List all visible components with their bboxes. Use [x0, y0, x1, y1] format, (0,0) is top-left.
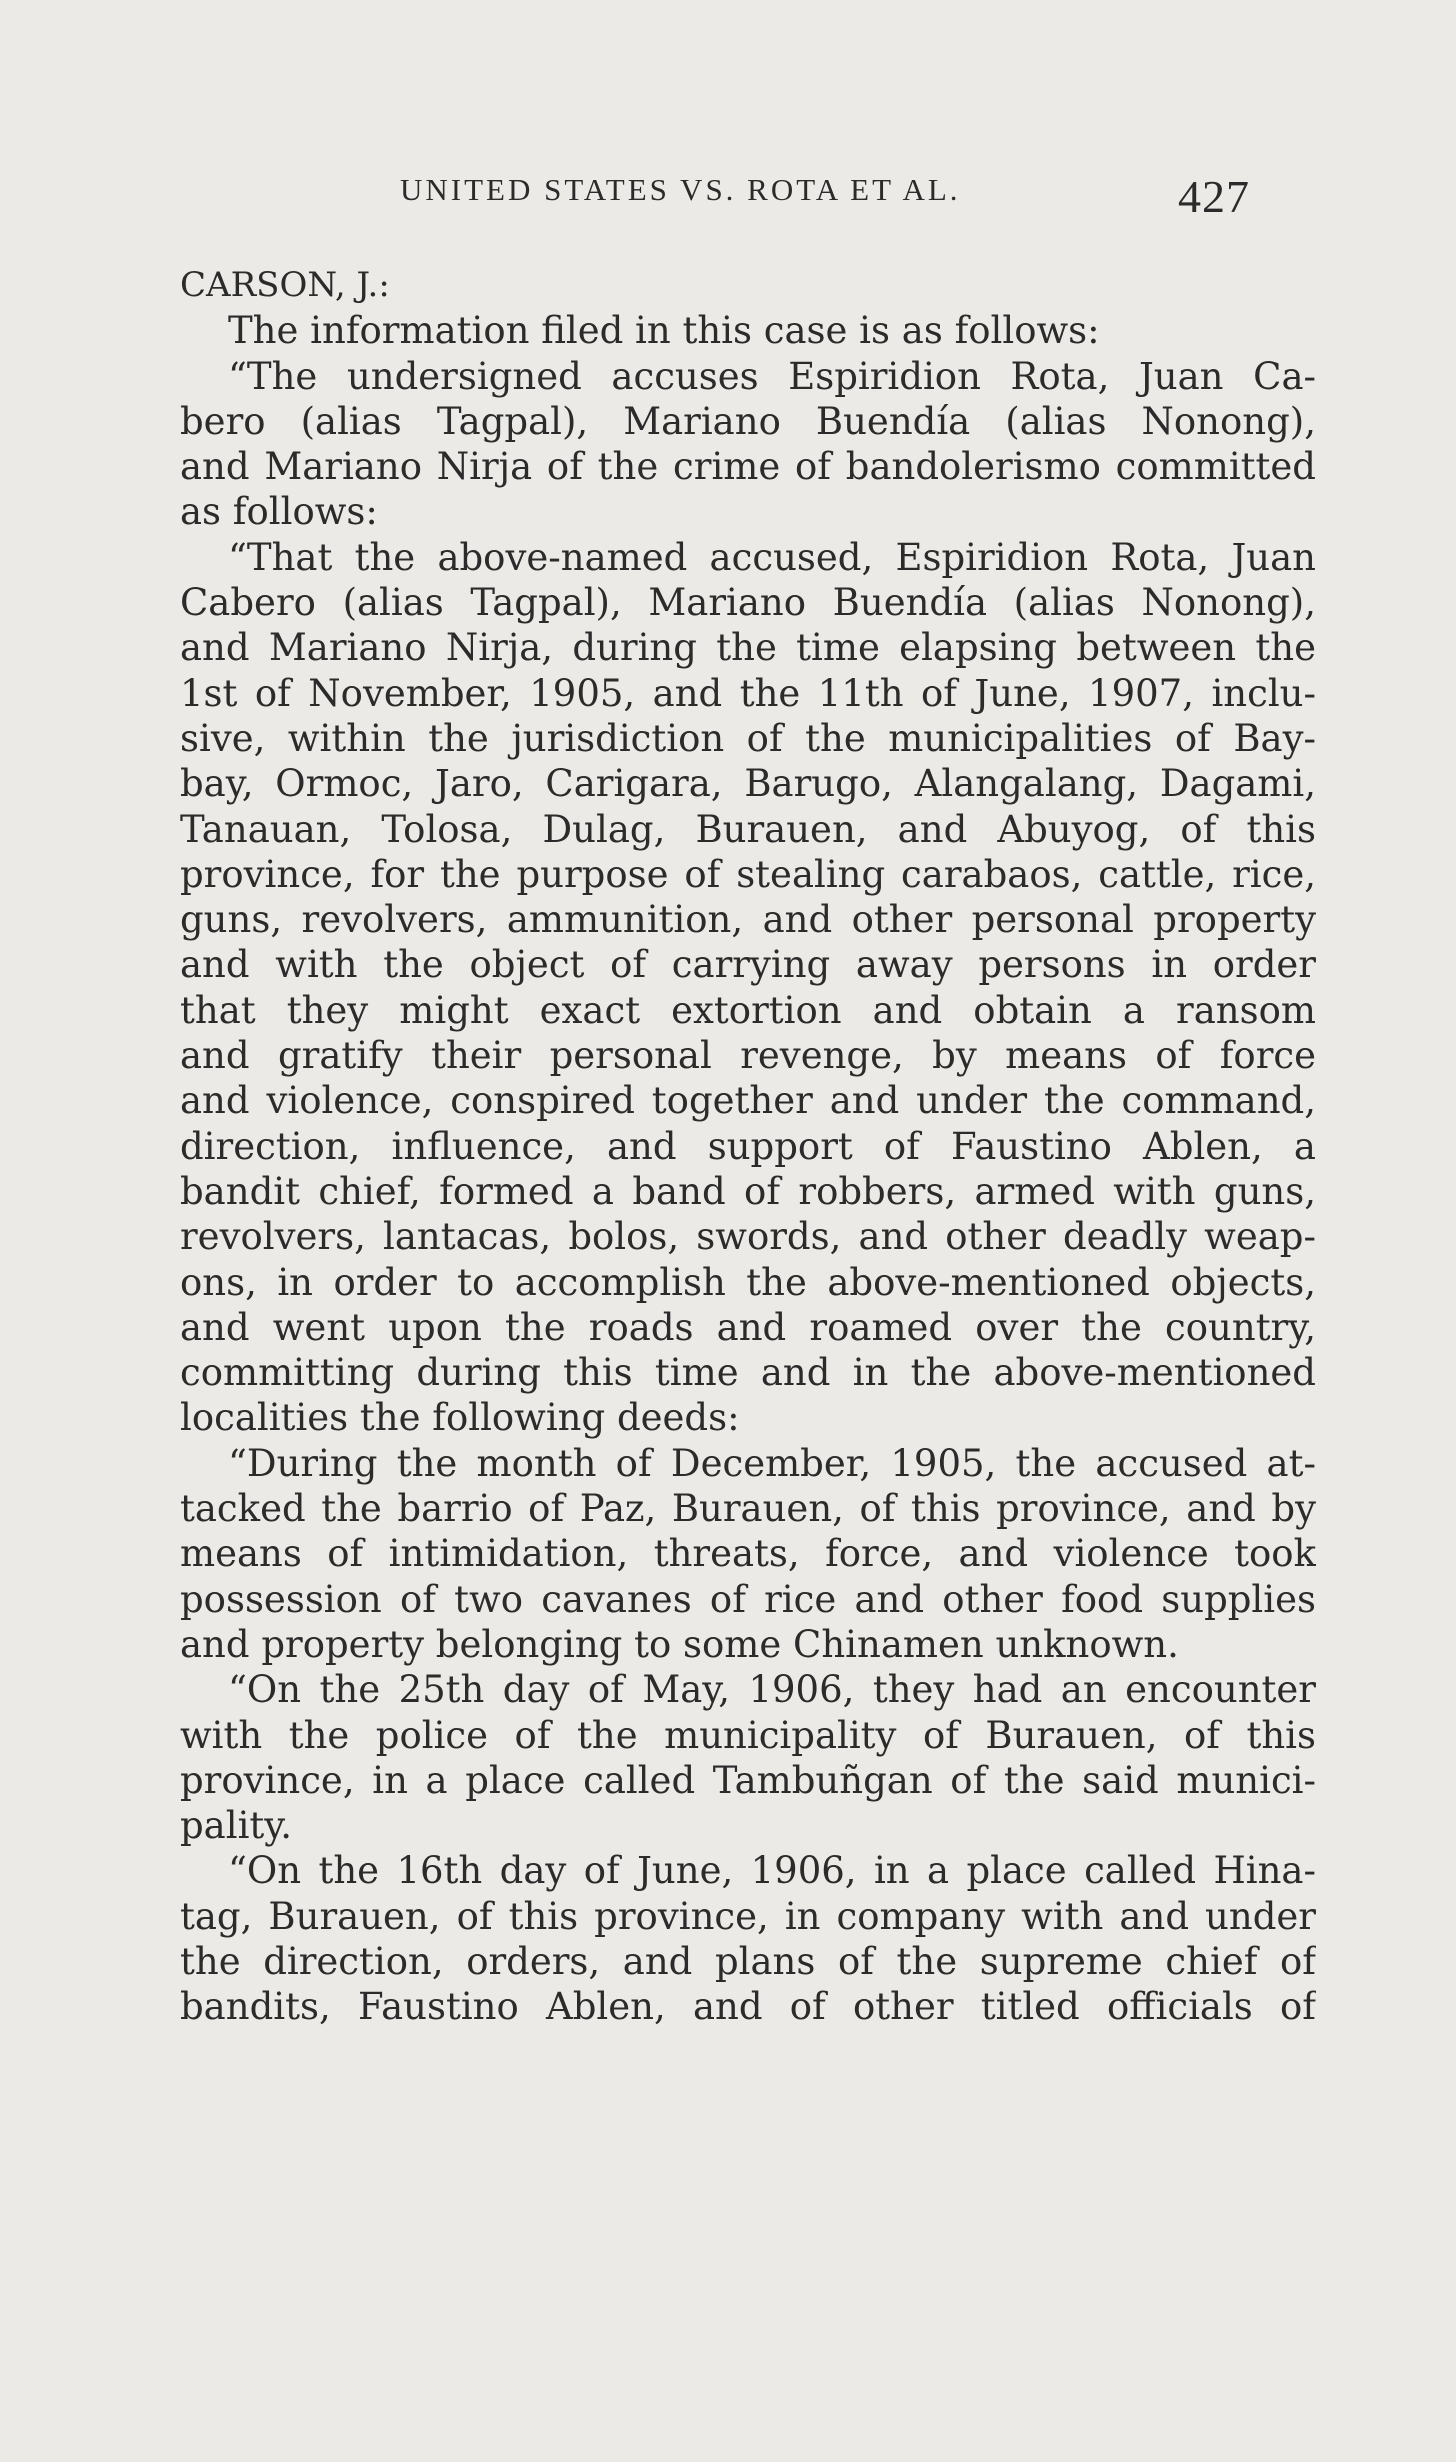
- opinion-text: [180, 263, 1316, 2030]
- text-line: ons, in order to accomplish the above-mentioned objects,: [180, 1260, 1316, 1304]
- text-line: The information filed in this case is as follows:: [228, 309, 1100, 353]
- text-line: committing during this time and in the above-mentioned: [180, 1351, 1316, 1395]
- text-line: possession of two cavanes of rice and other food supplies: [180, 1577, 1316, 1621]
- text-line: direction, influence, and support of Faustino Ablen, a: [180, 1124, 1316, 1168]
- text-line: “On the 16th day of June, 1906, in a place called Hina-: [228, 1849, 1316, 1893]
- text-line: localities the following deeds:: [180, 1396, 740, 1440]
- text-line: province, in a place called Tambuñgan of the said munici-: [180, 1758, 1316, 1802]
- text-line: and gratify their personal revenge, by means of force: [180, 1034, 1316, 1078]
- text-line: as follows:: [180, 490, 378, 534]
- text-line: Tanauan, Tolosa, Dulag, Burauen, and Abuyog, of this: [180, 807, 1316, 851]
- text-line: sive, within the jurisdiction of the municipalities of Bay-: [180, 716, 1316, 760]
- text-line: 1st of November, 1905, and the 11th of June, 1907, inclu-: [180, 671, 1316, 715]
- text-line: and Mariano Nirja, during the time elapsing between the: [180, 626, 1316, 670]
- text-line: bandits, Faustino Ablen, and of other titled officials of: [180, 1985, 1316, 2029]
- text-line: with the police of the municipality of Burauen, of this: [180, 1713, 1316, 1757]
- text-line: Cabero (alias Tagpal), Mariano Buendía (alias Nonong),: [180, 581, 1316, 625]
- text-line: province, for the purpose of stealing carabaos, cattle, rice,: [180, 852, 1316, 896]
- text-line: the direction, orders, and plans of the supreme chief of: [180, 1939, 1316, 1983]
- text-line: tacked the barrio of Paz, Burauen, of this province, and by: [180, 1487, 1316, 1531]
- text-line: guns, revolvers, ammunition, and other personal property: [180, 898, 1316, 942]
- text-line: “That the above-named accused, Espiridion Rota, Juan: [228, 535, 1316, 579]
- text-line: tag, Burauen, of this province, in company with and under: [180, 1894, 1316, 1938]
- page-number: 427: [1178, 171, 1250, 222]
- running-head: UNITED STATES VS. ROTA ET AL.: [400, 172, 961, 207]
- text-line: means of intimidation, threats, force, and violence took: [180, 1532, 1316, 1576]
- text-line: and violence, conspired together and under the command,: [180, 1079, 1316, 1123]
- text-line: “The undersigned accuses Espiridion Rota, Juan Ca-: [228, 354, 1316, 398]
- text-line: bero (alias Tagpal), Mariano Buendía (alias Nonong),: [180, 399, 1316, 443]
- text-line: revolvers, lantacas, bolos, swords, and other deadly weap-: [180, 1215, 1316, 1259]
- text-line: and Mariano Nirja of the crime of bandolerismo committed: [180, 445, 1316, 489]
- author-line: CARSON, J.:: [180, 265, 390, 305]
- text-line: pality.: [180, 1804, 293, 1848]
- text-line: and property belonging to some Chinamen unknown.: [180, 1622, 1179, 1666]
- text-line: bay, Ormoc, Jaro, Carigara, Barugo, Alangalang, Dagami,: [180, 762, 1316, 806]
- text-line: that they might exact extortion and obtain a ransom: [180, 988, 1316, 1032]
- text-line: and with the object of carrying away persons in order: [180, 943, 1316, 987]
- text-line: “During the month of December, 1905, the accused at-: [228, 1441, 1316, 1485]
- text-line: “On the 25th day of May, 1906, they had an encounter: [228, 1668, 1316, 1712]
- text-line: and went upon the roads and roamed over the country,: [180, 1305, 1316, 1349]
- text-line: bandit chief, formed a band of robbers, armed with guns,: [180, 1169, 1316, 1213]
